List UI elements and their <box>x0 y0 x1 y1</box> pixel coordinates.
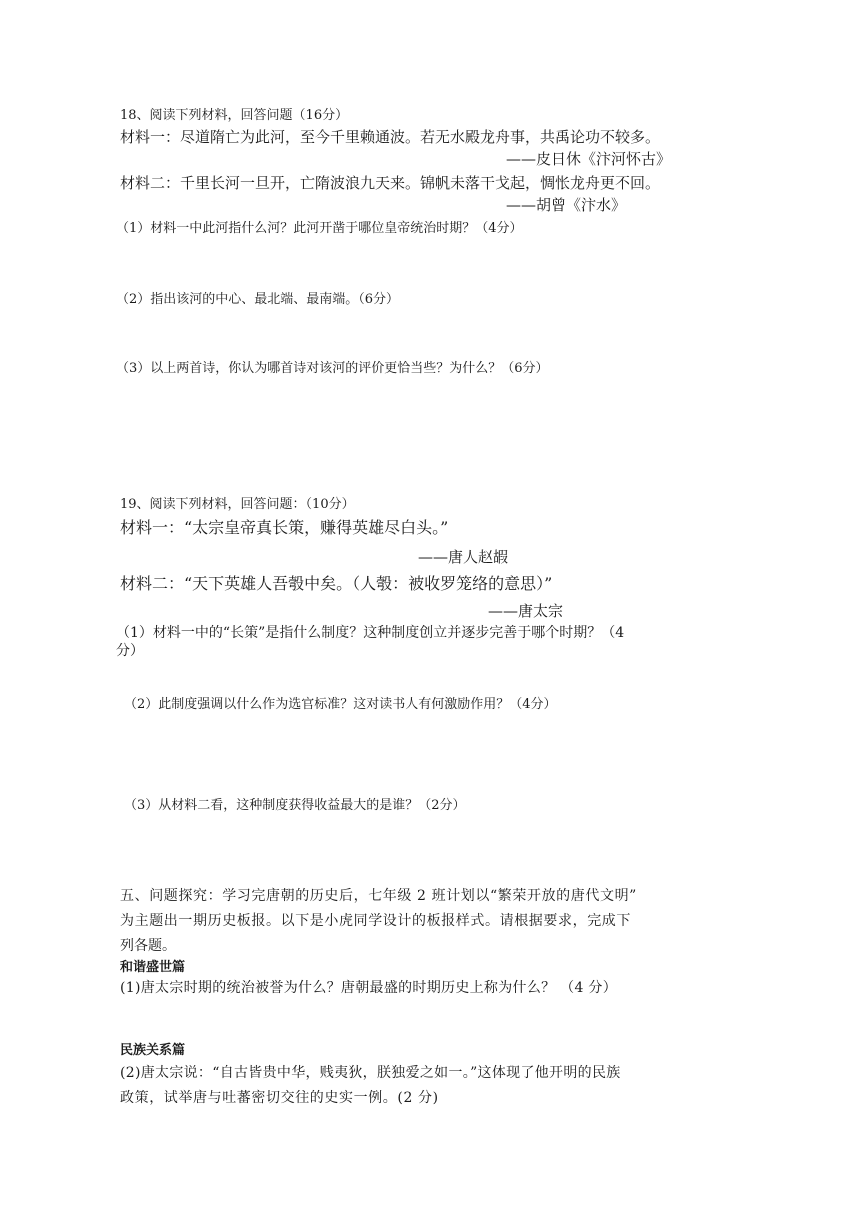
q19-material1: 材料一：“太宗皇帝真长策，赚得英雄尽白头。” <box>120 518 449 537</box>
q18-question-2: （2）指出该河的中心、最北端、最南端。（6分） <box>116 292 400 307</box>
q18-source2: ——胡曾《汴水》 <box>506 196 627 214</box>
q5-section2-title: 民族关系篇 <box>120 1043 186 1058</box>
q19-question-2: （2）此制度强调以什么作为选官标准？这对读书人有何激励作用？（4分） <box>124 697 557 712</box>
q19-source1: ——唐人赵嘏 <box>418 548 509 566</box>
q19-header: 19、阅读下列材料，回答问题：（10分） <box>120 497 355 512</box>
q5-intro-line3: 列各题。 <box>120 938 176 954</box>
q18-question-1: （1）材料一中此河指什么河？此河开凿于哪位皇帝统治时期？（4分） <box>116 221 523 236</box>
q18-source1: ——皮日休《汴河怀古》 <box>506 150 672 168</box>
q5-section2-question-line2: 政策，试举唐与吐蕃密切交往的史实一例。(2 分) <box>120 1090 439 1106</box>
q18-material1: 材料一：尽道隋亡为此河，至今千里赖通波。若无水殿龙舟事，共禹论功不较多。 <box>120 128 661 146</box>
q19-question-3: （3）从材料二看，这种制度获得收益最大的是谁？（2分） <box>124 798 466 813</box>
q18-question-3: （3）以上两首诗，你认为哪首诗对该河的评价更恰当些？为什么？（6分） <box>116 361 549 376</box>
q5-intro-line2: 为主题出一期历史板报。以下是小虎同学设计的板报样式。请根据要求，完成下 <box>120 913 631 929</box>
q18-material2: 材料二：千里长河一旦开，亡隋波浪九天来。锦帆未落干戈起，惆怅龙舟更不回。 <box>120 174 661 192</box>
q19-material2: 材料二：“天下英雄人吾彀中矣。（人彀：被收罗笼络的意思）” <box>120 574 553 593</box>
q19-question-1-line2: 分） <box>116 643 144 659</box>
q18-header: 18、阅读下列材料，回答问题（16分） <box>120 108 349 123</box>
q19-question-1-line1: （1）材料一中的“长策”是指什么制度？这种制度创立并逐步完善于哪个时期？（4 <box>116 625 625 641</box>
q5-section2-question-line1: (2)唐太宗说：“自古皆贵中华，贱夷狄，朕独爱之如一。”这体现了他开明的民族 <box>120 1065 621 1081</box>
q19-source2: ——唐太宗 <box>488 602 564 620</box>
q5-section1-title: 和谐盛世篇 <box>120 960 186 975</box>
q5-intro-line1: 五、问题探究：学习完唐朝的历史后，七年级 2 班计划以“繁荣开放的唐代文明” <box>120 888 637 904</box>
q5-section1-question: (1)唐太宗时期的统治被誉为什么？唐朝最盛的时期历史上称为什么？ （4 分） <box>120 980 618 996</box>
